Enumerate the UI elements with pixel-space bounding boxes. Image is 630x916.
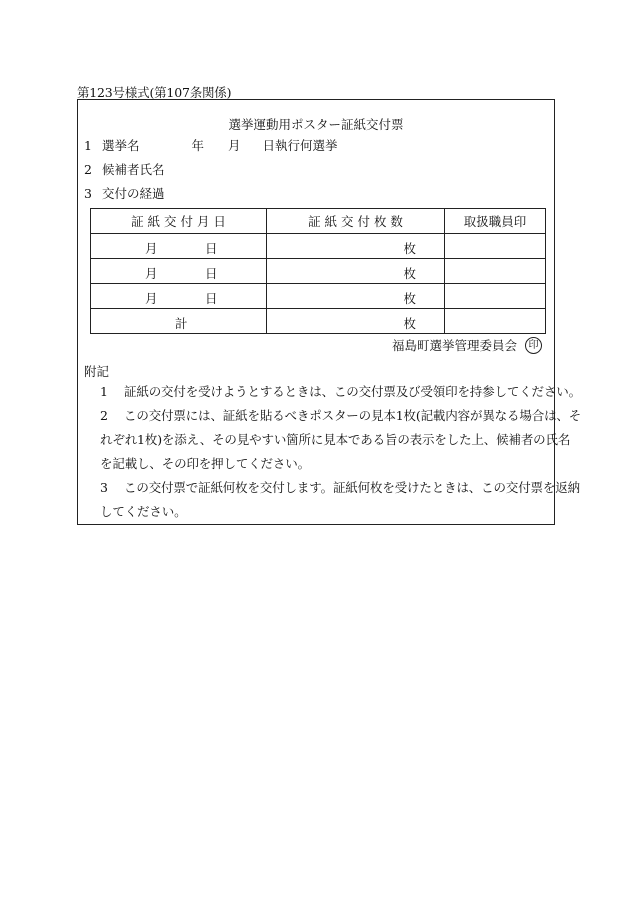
issuer-committee — [392, 336, 542, 354]
note-text: を記載し、その印を押してください。 — [100, 456, 310, 471]
candidate-label: 候補者氏名 — [102, 162, 165, 177]
notes-heading: 附記 — [84, 364, 110, 379]
item-number: 3 — [84, 186, 92, 201]
note-text: 証紙の交付を受けようとするときは、この交付票及び受領印を持参してください。 — [124, 384, 581, 399]
header-issue-date: 証 紙 交 付 月 日 — [91, 209, 267, 234]
item-number: 2 — [84, 162, 92, 177]
date-cell[interactable] — [91, 259, 267, 284]
table-row — [91, 284, 546, 309]
issue-record-table — [90, 208, 546, 334]
committee-name: 福島町選挙管理委員会 — [391, 338, 517, 353]
form-number: 第123号様式(第107条関係) — [77, 85, 232, 100]
month-unit: 月 — [145, 266, 158, 281]
day-unit: 日 — [205, 266, 218, 281]
election-rest-label: 日執行何選挙 — [262, 138, 338, 153]
sheet-unit: 枚 — [403, 316, 416, 331]
total-label-cell — [91, 309, 267, 334]
seal-icon: 印 — [525, 337, 542, 354]
election-name-line — [84, 136, 338, 154]
count-cell[interactable] — [267, 284, 445, 309]
seal-cell[interactable] — [445, 234, 546, 259]
count-cell[interactable] — [267, 259, 445, 284]
count-cell[interactable] — [267, 234, 445, 259]
date-cell[interactable] — [91, 234, 267, 259]
day-unit: 日 — [205, 241, 218, 256]
item-number: 1 — [84, 138, 92, 153]
candidate-name-line — [84, 160, 165, 178]
table-row — [91, 234, 546, 259]
document-frame — [77, 99, 582, 525]
table-total-row — [91, 309, 546, 334]
table-header-row — [91, 209, 546, 234]
month-unit: 月 — [145, 241, 158, 256]
note-number: 2 — [100, 408, 108, 423]
document-title: 選挙運動用ポスター証紙交付票 — [228, 117, 404, 132]
note-text: してください。 — [100, 504, 187, 519]
history-label: 交付の経過 — [102, 186, 165, 201]
sheet-unit: 枚 — [403, 266, 416, 281]
year-label: 年 — [191, 138, 205, 153]
issue-history-line — [84, 184, 165, 202]
total-count-cell[interactable] — [267, 309, 445, 334]
note-number: 1 — [100, 384, 108, 399]
table-row — [91, 259, 546, 284]
note-item-1 — [100, 380, 581, 404]
note-text: この交付票には、証紙を貼るべきポスターの見本1枚(記載内容が異なる場合は、そ — [124, 408, 582, 423]
note-text: れぞれ1枚)を添え、その見やすい箇所に見本である旨の表示をした上、候補者の氏名 — [100, 432, 571, 447]
seal-cell[interactable] — [445, 259, 546, 284]
day-unit: 日 — [205, 291, 218, 306]
header-issue-count: 証 紙 交 付 枚 数 — [267, 209, 445, 234]
month-unit: 月 — [145, 291, 158, 306]
month-label: 月 — [228, 138, 241, 153]
header-staff-seal: 取扱職員印 — [445, 209, 546, 234]
election-label: 選挙名 — [102, 138, 140, 153]
date-cell[interactable] — [91, 284, 267, 309]
sheet-unit: 枚 — [403, 241, 416, 256]
sheet-unit: 枚 — [403, 291, 416, 306]
note-item-2 — [100, 404, 582, 476]
note-item-3 — [100, 476, 580, 524]
note-text: この交付票で証紙何枚を交付します。証紙何枚を受けたときは、この交付票を返納 — [124, 480, 580, 495]
note-number: 3 — [100, 480, 108, 495]
total-label: 計 — [175, 316, 188, 331]
total-seal-cell[interactable] — [445, 309, 546, 334]
seal-cell[interactable] — [445, 284, 546, 309]
